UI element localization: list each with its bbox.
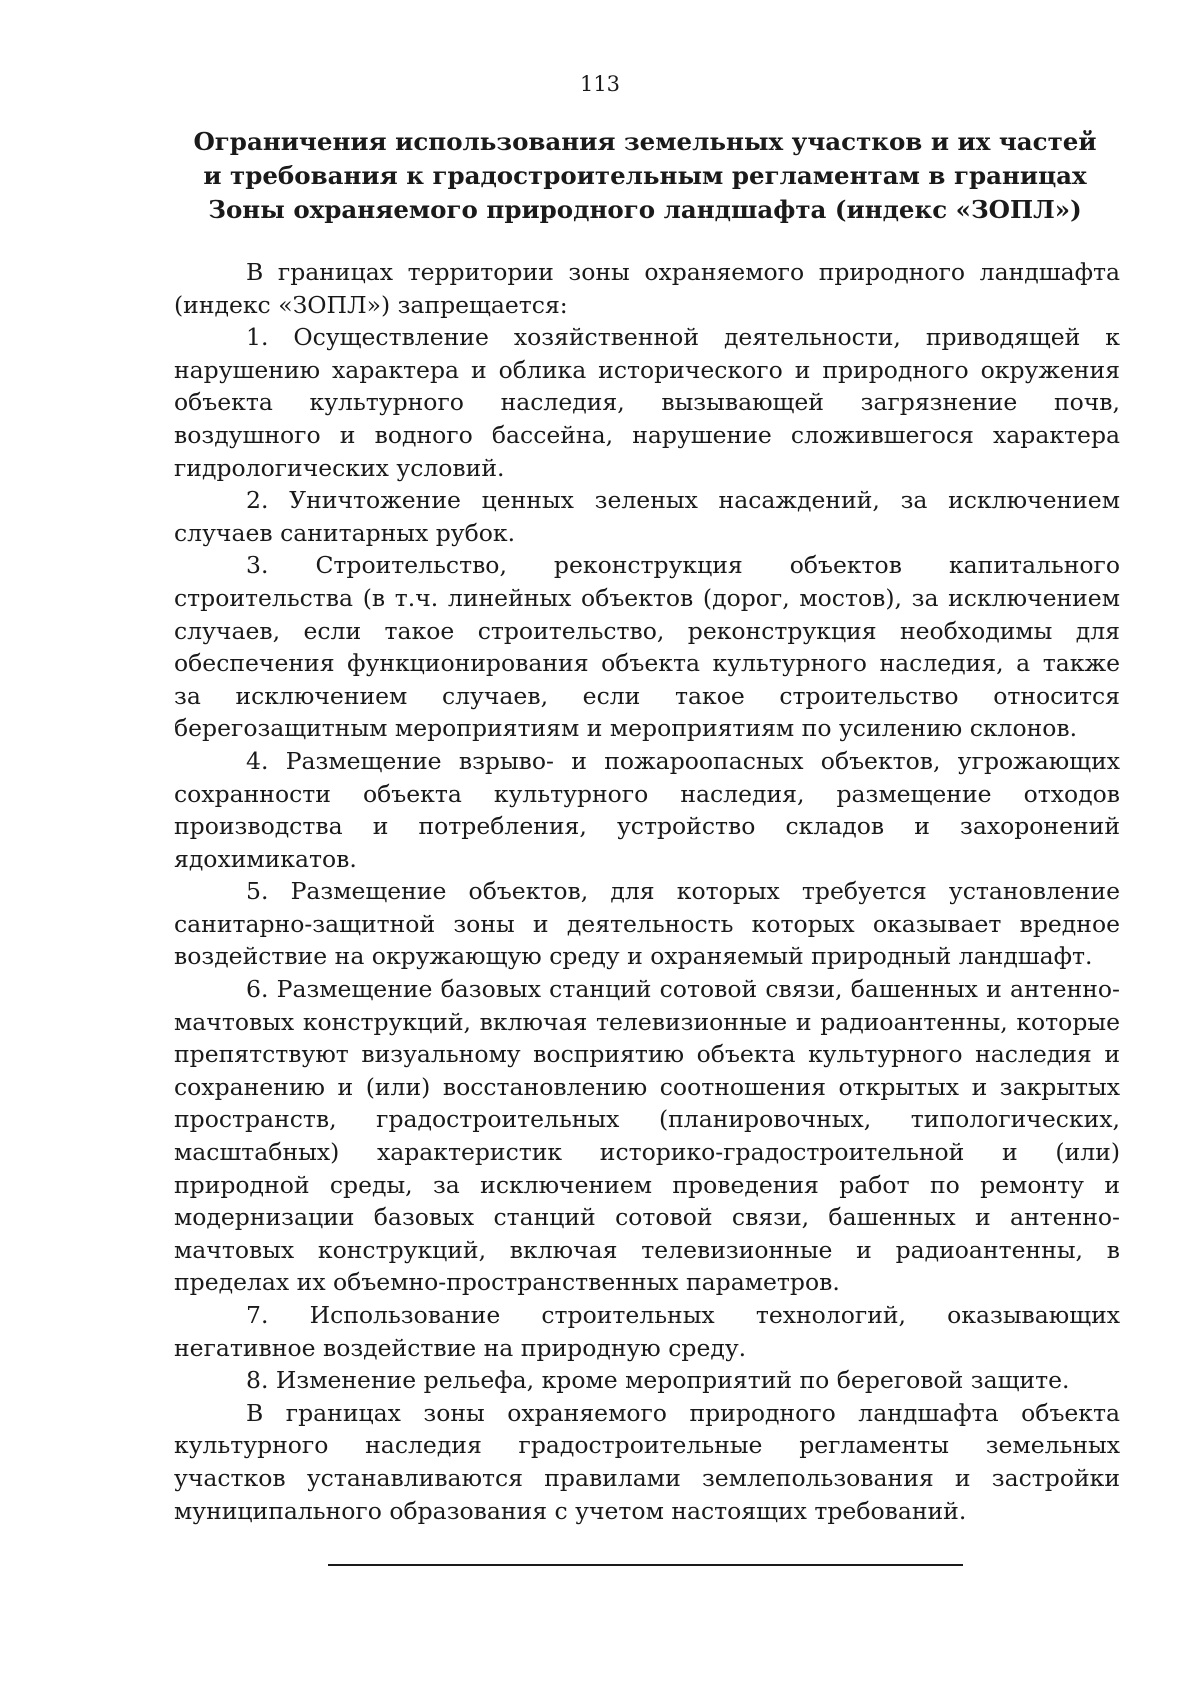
restriction-item-4: 4. Размещение взрыво- и пожароопасных объектов, угрожающих сохранности объекта культурного наследия, размещение отходов производства и потребления, устройство складов и захоронений ядохимикатов. — [174, 746, 1120, 873]
restriction-item-3: 3. Строительство, реконструкция объектов капитального строительства (в т.ч. линейных объектов (дорог, мостов), за исключением случаев, если такое строительство, реконструкция необходимы для обеспечения функционирования объекта культурного наследия, а также за исключением случаев, если такое строительство относится берегозащитным мероприятиям и мероприятиям по усилению склонов. — [174, 551, 1120, 743]
restriction-item-5: 5. Размещение объектов, для которых требуется установление санитарно-защитной зоны и деятельность которых оказывает вредное воздействие на окружающую среду и охраняемый природный ландшафт. — [174, 877, 1120, 971]
section-title-line: Ограничения использования земельных участков и их частей — [193, 127, 1097, 156]
footnote-divider — [328, 1564, 963, 1566]
closing-paragraph: В границах зоны охраняемого природного ландшафта объекта культурного наследия градостроительные регламенты земельных участков устанавливаются правилами землепользования и застройки муниципального образования с учетом настоящих требований. — [174, 1398, 1120, 1525]
section-title — [170, 125, 1120, 227]
restriction-item-7: 7. Использование строительных технологий, оказывающих негативное воздействие на природную среду. — [174, 1301, 1120, 1362]
section-title-line: Зоны охраняемого природного ландшафта (индекс «ЗОПЛ») — [208, 195, 1082, 224]
page-number: 113 — [579, 72, 621, 96]
section-title-line: и требования к градостроительным регламентам в границах — [203, 161, 1087, 190]
intro-paragraph: В границах территории зоны охраняемого природного ландшафта (индекс «ЗОПЛ») запрещается: — [174, 258, 1120, 319]
restriction-item-1: 1. Осуществление хозяйственной деятельности, приводящей к нарушению характера и облика исторического и природного окружения объекта культурного наследия, вызывающей загрязнение почв, воздушного и водного бассейна, нарушение сложившегося характера гидрологических условий. — [174, 323, 1120, 482]
restriction-item-6: 6. Размещение базовых станций сотовой связи, башенных и антенно-мачтовых конструкций, включая телевизионные и радиоантенны, которые препятствуют визуальному восприятию объекта культурного наследия и сохранению и (или) восстановлению соотношения открытых и закрытых пространств, градостроительных (планировочных, типологических, масштабных) характеристик историко-градостроительной и (или) природной среды, за исключением проведения работ по ремонту и модернизации базовых станций сотовой связи, башенных и антенно-мачтовых конструкций, включая телевизионные и радиоантенны, в пределах их объемно-пространственных параметров. — [174, 975, 1120, 1297]
body-text — [174, 256, 1120, 1527]
restriction-item-2: 2. Уничтожение ценных зеленых насаждений, за исключением случаев санитарных рубок. — [174, 486, 1120, 547]
restriction-item-8: 8. Изменение рельефа, кроме мероприятий по береговой защите. — [246, 1366, 1070, 1395]
